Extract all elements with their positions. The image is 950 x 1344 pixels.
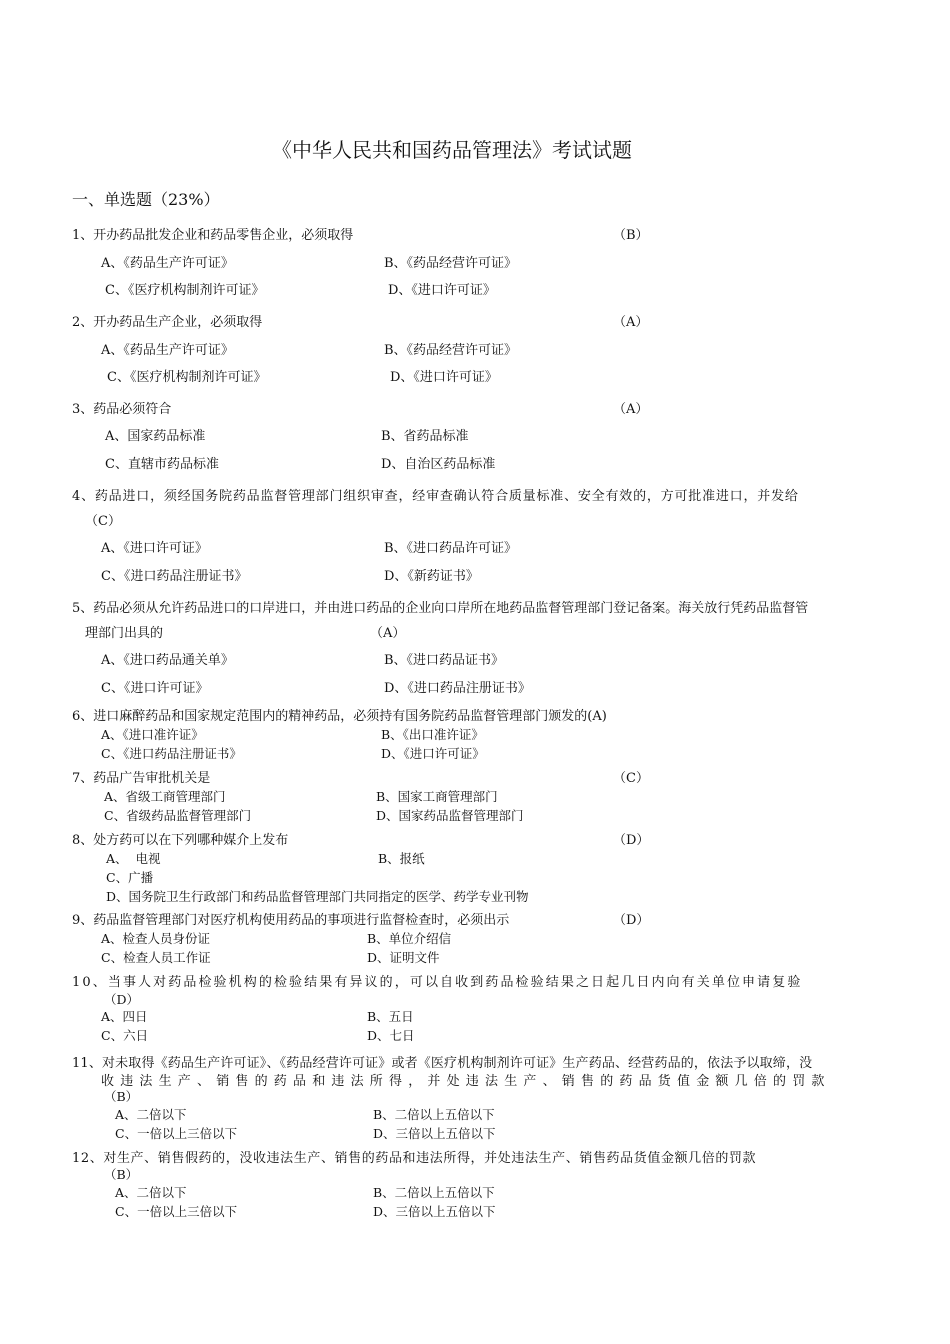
answer-label: （A） <box>370 626 406 641</box>
option-a: A、二倍以下 <box>115 1185 187 1200</box>
option-d: D、七日 <box>367 1028 415 1043</box>
question-text: 7、药品广告审批机关是 <box>72 771 211 786</box>
option-c: C、一倍以上三倍以下 <box>115 1204 238 1219</box>
option-d: D、《进口药品注册证书》 <box>384 681 531 696</box>
option-b: B、五日 <box>367 1009 414 1024</box>
option-d: D、证明文件 <box>367 950 440 965</box>
option-b: B、《药品经营许可证》 <box>384 256 518 271</box>
option-d: D、国务院卫生行政部门和药品监督管理部门共同指定的医学、药学专业刊物 <box>106 889 529 904</box>
option-a: A、省级工商管理部门 <box>104 789 226 804</box>
option-a: A、国家药品标准 <box>105 429 206 444</box>
question-text: 9、药品监督管理部门对医疗机构使用药品的事项进行监督检查时，必须出示 <box>72 913 510 928</box>
option-c: C、一倍以上三倍以下 <box>115 1126 238 1141</box>
option-c: C、《医疗机构制剂许可证》 <box>105 283 265 298</box>
option-a: A、《药品生产许可证》 <box>101 256 234 271</box>
option-b: B、《药品经营许可证》 <box>384 343 518 358</box>
question-text: 4、药品进口，须经国务院药品监督管理部门组织审查，经审查确认符合质量标准、安全有效的，方可批准进口，并发给 <box>72 489 799 504</box>
option-b: B、《进口药品许可证》 <box>384 541 518 556</box>
question-text: 12、对生产、销售假药的，没收违法生产、销售的药品和违法所得，并处违法生产、销售药品货值金额几倍的罚款 <box>72 1151 757 1166</box>
option-a: A、《进口许可证》 <box>101 541 208 556</box>
option-b: B、《进口药品证书》 <box>384 653 505 668</box>
option-d: D、三倍以上五倍以下 <box>373 1126 496 1141</box>
answer-label: （B） <box>613 228 649 243</box>
option-a: A、《进口准许证》 <box>101 727 204 742</box>
option-d: D、《进口许可证》 <box>388 283 496 298</box>
option-b: B、报纸 <box>378 851 425 866</box>
answer-label: （D） <box>104 992 140 1007</box>
answer-label: （D） <box>613 913 650 928</box>
question-text-continued: 收违法生产、销售的药品和违法所得，并处违法生产、销售的药品货值金额几倍的罚款 <box>101 1074 831 1089</box>
question-text: 8、处方药可以在下列哪种媒介上发布 <box>72 833 289 848</box>
option-b: B、二倍以上五倍以下 <box>373 1185 495 1200</box>
option-c: C、《进口药品注册证书》 <box>101 569 248 584</box>
option-a: A、《进口药品通关单》 <box>101 653 234 668</box>
answer-label: （A） <box>613 402 649 417</box>
option-d: D、三倍以上五倍以下 <box>373 1204 496 1219</box>
option-c: C、《医疗机构制剂许可证》 <box>107 370 267 385</box>
option-b: B、《出口准许证》 <box>381 727 484 742</box>
option-d: D、《新药证书》 <box>384 569 479 584</box>
answer-label: （C） <box>85 514 121 529</box>
answer-label: （B） <box>104 1167 139 1182</box>
question-text: 5、药品必须从允许药品进口的口岸进口，并由进口药品的企业向口岸所在地药品监督管理部门登记备案。海关放行凭药品监督管 <box>72 601 809 616</box>
option-d: D、国家药品监督管理部门 <box>376 808 524 823</box>
option-c: C、《进口药品注册证书》 <box>101 746 242 761</box>
question-text: 10、当事人对药品检验机构的检验结果有异议的，可以自收到药品检验结果之日起几日内向有关单位申请复验 <box>72 975 803 990</box>
section-heading: 一、单选题（23%） <box>72 190 220 209</box>
option-c: C、省级药品监督管理部门 <box>104 808 252 823</box>
option-a: A、二倍以下 <box>115 1107 187 1122</box>
question-text-continued: 理部门出具的 <box>85 626 164 641</box>
option-a: A、 电视 <box>106 851 161 866</box>
option-c: C、检查人员工作证 <box>101 950 211 965</box>
page-title: 《中华人民共和国药品管理法》考试试题 <box>272 138 632 162</box>
question-text: 11、对未取得《药品生产许可证》、《药品经营许可证》或者《医疗机构制剂许可证》生产药品、经营药品的，依法予以取缔，没 <box>72 1056 813 1071</box>
answer-label: （A） <box>613 315 649 330</box>
question-text: 2、开办药品生产企业，必须取得 <box>72 315 263 330</box>
answer-label: （D） <box>613 833 650 848</box>
option-c: C、直辖市药品标准 <box>105 457 219 472</box>
option-c: C、《进口许可证》 <box>101 681 209 696</box>
question-text: 3、药品必须符合 <box>72 402 172 417</box>
answer-label: （C） <box>613 771 649 786</box>
option-a: A、四日 <box>101 1009 148 1024</box>
option-d: D、自治区药品标准 <box>381 457 496 472</box>
answer-label: （B） <box>104 1089 139 1104</box>
option-b: B、国家工商管理部门 <box>376 789 498 804</box>
option-b: B、单位介绍信 <box>367 931 452 946</box>
option-d: D、《进口许可证》 <box>390 370 498 385</box>
option-b: B、二倍以上五倍以下 <box>373 1107 495 1122</box>
option-a: A、检查人员身份证 <box>101 931 211 946</box>
option-d: D、《进口许可证》 <box>381 746 485 761</box>
option-b: B、省药品标准 <box>381 429 469 444</box>
option-c: C、六日 <box>101 1028 149 1043</box>
question-text: 6、进口麻醉药品和国家规定范围内的精神药品，必须持有国务院药品监督管理部门颁发的(A) <box>72 709 607 724</box>
option-c: C、广播 <box>106 870 154 885</box>
question-text: 1、开办药品批发企业和药品零售企业，必须取得 <box>72 228 354 243</box>
option-a: A、《药品生产许可证》 <box>101 343 234 358</box>
